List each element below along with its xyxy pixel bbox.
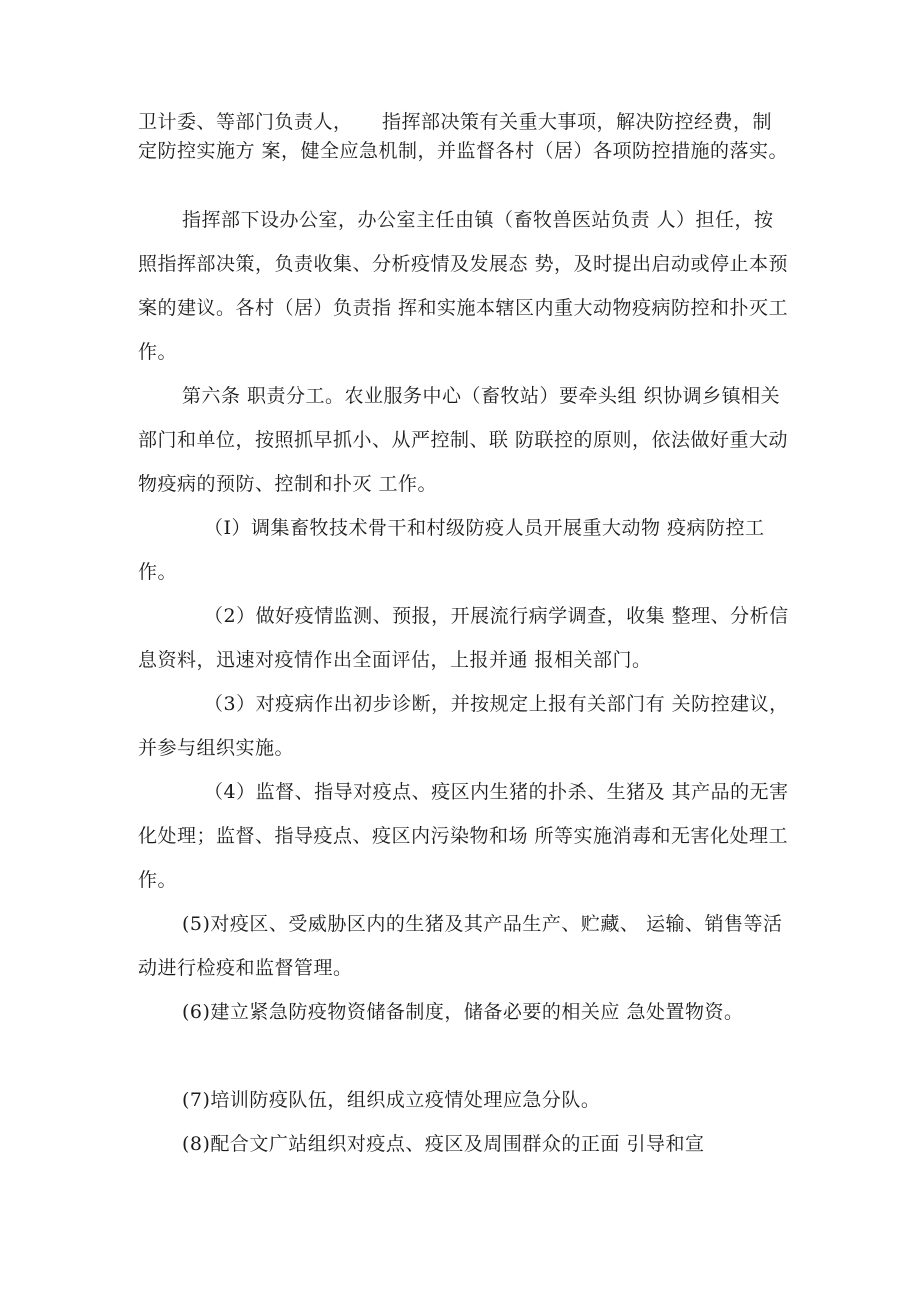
paragraph-2: 指挥部下设办公室，办公室主任由镇（畜牧兽医站负责 人）担任，按照指挥部决策，负责收集、分析疫情及发展态 势，及时提出启动或停止本预案的建议。各村（居）负责指 挥和实施本辖区内重大动物疫病防控和扑灭工作。 xyxy=(138,209,789,363)
paragraph-4: （I）调集畜牧技术骨干和村级防疫人员开展重大动物 疫病防控工作。 xyxy=(138,517,765,583)
paragraph-1: 卫计委、等部门负责人， 指挥部决策有关重大事项，解决防控经费，制定防控实施方 案，健全应急机制，并监督各村（居）各项防控措施的落实。 xyxy=(138,111,789,162)
paragraph-7: （4）监督、指导对疫点、疫区内生猪的扑杀、生猪及 其产品的无害化处理；监督、指导疫点、疫区内污染物和场 所等实施消毒和无害化处理工作。 xyxy=(138,781,789,891)
paragraph-6: （3）对疫病作出初步诊断，并按规定上报有关部门有 关防控建议，并参与组织实施。 xyxy=(138,693,789,759)
paragraph-8: (5)对疫区、受威胁区内的生猪及其产品生产、贮藏、 运输、销售等活动进行检疫和监督管理。 xyxy=(138,913,783,979)
paragraph-11: (8)配合文广站组织对疫点、疫区及周围群众的正面 引导和宣 xyxy=(182,1133,705,1155)
paragraph-3: 第六条 职责分工。农业服务中心（畜牧站）要牵头组 织协调乡镇相关部门和单位，按照抓早抓小、从严控制、联 防联控的原则，依法做好重大动物疫病的预防、控制和扑灭 工作。 xyxy=(138,385,789,495)
paragraph-9: (6)建立紧急防疫物资储备制度，储备必要的相关应 急处置物资。 xyxy=(182,1001,744,1023)
paragraph-10: (7)培训防疫队伍，组织成立疫情处理应急分队。 xyxy=(182,1089,601,1111)
paragraph-5: （2）做好疫情监测、预报，开展流行病学调查，收集 整理、分析信息资料，迅速对疫情作出全面评估，上报并通 报相关部门。 xyxy=(138,605,789,671)
